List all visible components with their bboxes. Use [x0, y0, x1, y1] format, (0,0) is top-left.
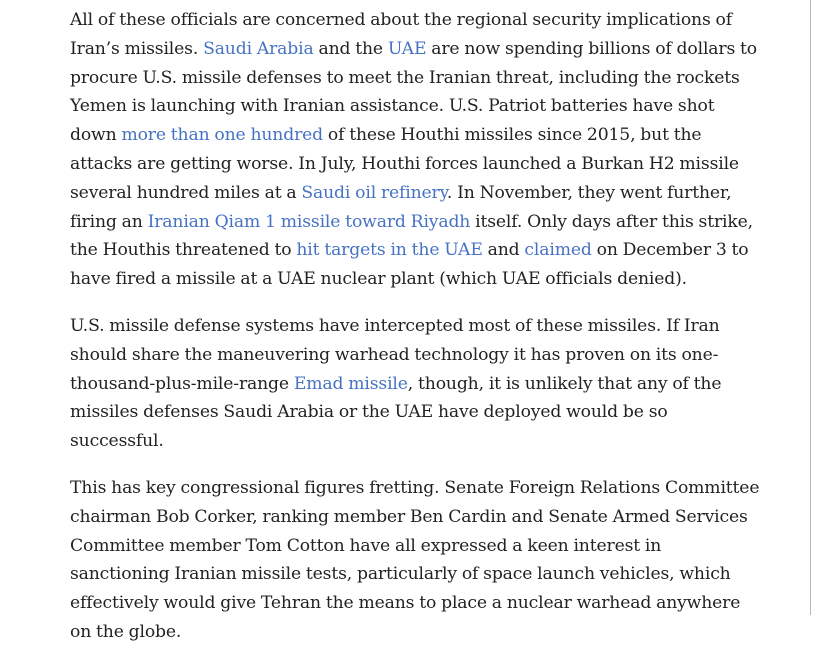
- link-uae[interactable]: UAE: [387, 38, 427, 59]
- text-run: of these Houthi missiles since 2015, but the attacks are getting worse. In July, Houthi forces launched a Burkan H2 missile several hundred miles at a: [70, 125, 739, 203]
- text-run: and: [482, 240, 525, 261]
- text-run: , though, it is unlikely that any of the missiles defenses Saudi Arabia or the UAE have deployed would be so successful.: [70, 373, 722, 452]
- text-run: U.S. missile defense systems have intercepted most of these missiles. If Iran should share the maneuvering warhead technology it has proven on its one-thousand-plus-mile-range: [70, 315, 720, 394]
- text-run: All of these officials are concerned about the regional security implications of Iran’s missiles.: [70, 10, 732, 59]
- paragraph-congressional-figures: [70, 474, 760, 647]
- link-emad-missile[interactable]: Emad missile: [293, 373, 408, 394]
- paragraph-regional-security: [70, 6, 760, 294]
- link-iranian-qiam-missile[interactable]: Iranian Qiam 1 missile toward Riyadh: [147, 211, 471, 232]
- text-run: . In November, they went further, firing an: [70, 182, 732, 232]
- text-run: are now spending billions of dollars to procure U.S. missile defenses to meet the Iranian threat, including the rockets Yemen is launching with Iranian assistance. U.S. Patriot batteries have shot down: [70, 38, 758, 146]
- text-run: This has key congressional figures fretting. Senate Foreign Relations Committee chairman Bob Corker, ranking member Ben Cardin and Senate Armed Services Committee member Tom Cotton have all expressed a keen interest in sanctioning Iranian missile tests, particularly of space launch vehicles, which effectively would give Tehran the means to place a nuclear warhead anywhere on the globe.: [70, 477, 760, 642]
- article-body: [70, 6, 760, 665]
- paragraph-missile-defense: [70, 312, 760, 456]
- page-edge-divider: [810, 0, 811, 615]
- text-run: itself. Only days after this strike, the Houthis threatened to: [70, 211, 753, 261]
- text-run: on December 3 to have fired a missile at a UAE nuclear plant (which UAE officials denied).: [70, 240, 749, 290]
- link-saudi-oil-refinery[interactable]: Saudi oil refinery: [301, 182, 447, 203]
- link-hit-targets-uae[interactable]: hit targets in the UAE: [296, 240, 483, 261]
- link-more-than-one-hundred[interactable]: more than one hundred: [121, 125, 324, 146]
- link-saudi-arabia[interactable]: Saudi Arabia: [203, 38, 314, 59]
- link-claimed[interactable]: claimed: [524, 240, 592, 261]
- text-run: and the: [313, 38, 388, 59]
